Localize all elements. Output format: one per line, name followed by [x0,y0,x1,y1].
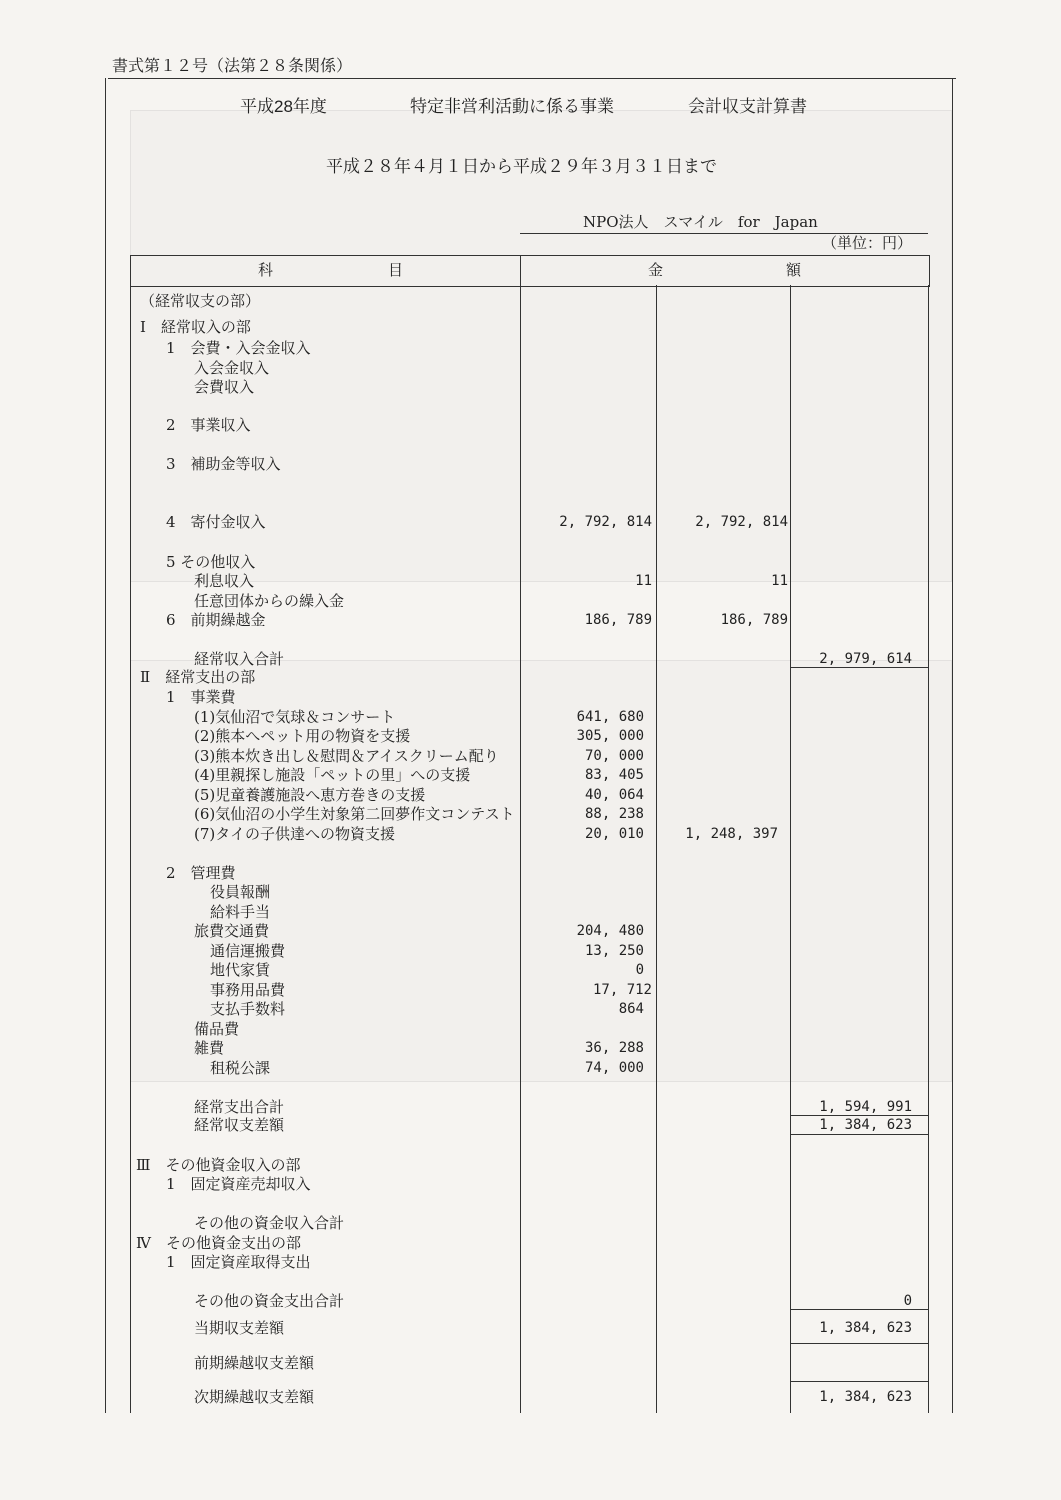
donations-amount-a: 2, 792, 814 [559,514,652,530]
table-header-box [130,255,930,287]
income-total-amount: 2, 979, 614 [819,651,912,667]
transfer-label: 任意団体からの繰入金 [194,592,345,610]
other-income-label: 5 その他収入 [166,553,256,571]
ordinary-balance-label: 経常収支差額 [194,1116,285,1134]
form-number-underline [108,78,956,79]
interest-label: 利息収入 [194,572,255,590]
next-carry-amount: 1, 384, 623 [819,1389,912,1405]
expense-item-7-label: (7)タイの子供達への物資支援 [194,825,395,843]
fees-paid-label: 支払手数料 [210,1000,286,1018]
expense-item-4-amount: 83, 405 [584,767,644,783]
expense-item-3-amount: 70, 000 [584,748,644,764]
officer-pay-label: 役員報酬 [210,883,271,901]
header-amount-1: 金 [648,261,664,279]
right-frame [952,78,953,1413]
fees-paid-amount: 864 [618,1001,644,1017]
header-item-1: 科 [258,261,274,279]
prev-carry-rule [790,1381,928,1382]
prev-carry-label: 前期繰越収支差額 [194,1354,315,1372]
supplies-label: 事務用品費 [210,981,286,999]
table-left-border [130,285,131,1413]
donations-label: 4 寄付金収入 [166,513,266,531]
business-expense-label: 1 事業費 [166,688,236,706]
income-total-label: 経常収入合計 [194,650,285,668]
period-balance-label: 当期収支差額 [194,1319,285,1337]
period-balance-amount: 1, 384, 623 [819,1320,912,1336]
carryover-amount-a: 186, 789 [584,612,652,628]
carryover-in-label: 6 前期繰越金 [166,611,266,629]
expense-item-4-label: (4)里親探し施設「ペットの里」への支援 [194,766,471,784]
header-item-2: 目 [388,261,404,279]
travel-label: 旅費交通費 [194,922,270,940]
expense-item-5-amount: 40, 064 [584,787,644,803]
expense-item-6-amount: 88, 238 [584,806,644,822]
entry-fee-label: 入会金収入 [194,359,270,377]
comm-amount: 13, 250 [584,943,644,959]
column-divider-1 [520,255,521,1413]
donations-amount-b: 2, 792, 814 [695,514,788,530]
title-document: 会計収支計算書 [688,97,807,116]
other-in-total-label: その他の資金収入合計 [194,1214,345,1232]
salary-label: 給料手当 [210,903,271,921]
column-divider-3 [790,285,791,1413]
equipment-label: 備品費 [194,1020,240,1038]
expense-item-3-label: (3)熊本炊き出し＆慰問＆アイスクリーム配り [194,747,499,765]
carryover-amount-b: 186, 789 [720,612,788,628]
expense-item-5-label: (5)児童養護施設へ恵方巻きの支援 [194,786,426,804]
column-divider-2 [656,285,657,1413]
expense-item-2-label: (2)熊本へペット用の物資を支援 [194,727,411,745]
rent-label: 地代家賃 [210,961,271,979]
ordinary-section-label: （経常収支の部） [140,292,261,310]
period-balance-rule [790,1343,928,1344]
ordinary-balance-rule [790,1134,928,1135]
expense-item-7-amount: 20, 010 [584,826,644,842]
misc-label: 雑費 [194,1039,225,1057]
unit-label: （単位：円） [822,234,913,252]
income-section-label: Ⅰ 経常収入の部 [140,318,251,336]
membership-fee-label: 会費収入 [194,378,255,396]
other-out-total-label: その他の資金支出合計 [194,1292,345,1310]
other-out-section-label: Ⅳ その他資金支出の部 [136,1234,301,1252]
comm-label: 通信運搬費 [210,942,286,960]
expense-item-1-label: (1)気仙沼で気球＆コンサート [194,708,396,726]
rent-amount: 0 [635,962,644,978]
other-in-section-label: Ⅲ その他資金収入の部 [136,1156,301,1174]
supplies-amount: 17, 712 [592,982,652,998]
subsidy-label: 3 補助金等収入 [166,455,281,473]
expense-total-amount: 1, 594, 991 [819,1099,912,1115]
tax-label: 租税公課 [210,1059,271,1077]
title-business: 特定非営利活動に係る事業 [410,97,614,116]
period: 平成２８年４月１日から平成２９年３月３１日まで [326,157,717,177]
asset-purchase-label: 1 固定資産取得支出 [166,1253,311,1271]
organization: NPO法人 スマイル for Japan [583,213,818,231]
form-number: 書式第１２号（法第２８条関係） [112,56,353,75]
expense-total-label: 経常支出合計 [194,1098,285,1116]
next-carry-label: 次期繰越収支差額 [194,1388,315,1406]
business-income-label: 2 事業収入 [166,416,251,434]
expense-section-label: Ⅱ 経常支出の部 [140,668,256,686]
income-total-rule [790,667,928,668]
title-year: 平成28年度 [240,97,327,116]
expense-item-2-amount: 305, 000 [576,728,644,744]
header-amount-2: 額 [786,261,802,279]
business-expense-total: 1, 248, 397 [685,826,778,842]
other-out-total-amount: 0 [903,1293,912,1309]
interest-amount-b: 11 [771,573,788,589]
expense-item-6-label: (6)気仙沼の小学生対象第二回夢作文コンテスト [194,805,515,823]
asset-sale-label: 1 固定資産売却収入 [166,1175,311,1193]
admin-label: 2 管理費 [166,864,236,882]
left-frame [105,78,106,1413]
fees-label: 1 会費・入会金収入 [166,339,311,357]
misc-amount: 36, 288 [584,1040,644,1056]
ordinary-balance-amount: 1, 384, 623 [819,1117,912,1133]
tax-amount: 74, 000 [584,1060,644,1076]
expense-item-1-amount: 641, 680 [576,709,644,725]
interest-amount-a: 11 [635,573,652,589]
travel-amount: 204, 480 [576,923,644,939]
other-out-total-rule [790,1309,928,1310]
table-right-border [928,285,929,1413]
